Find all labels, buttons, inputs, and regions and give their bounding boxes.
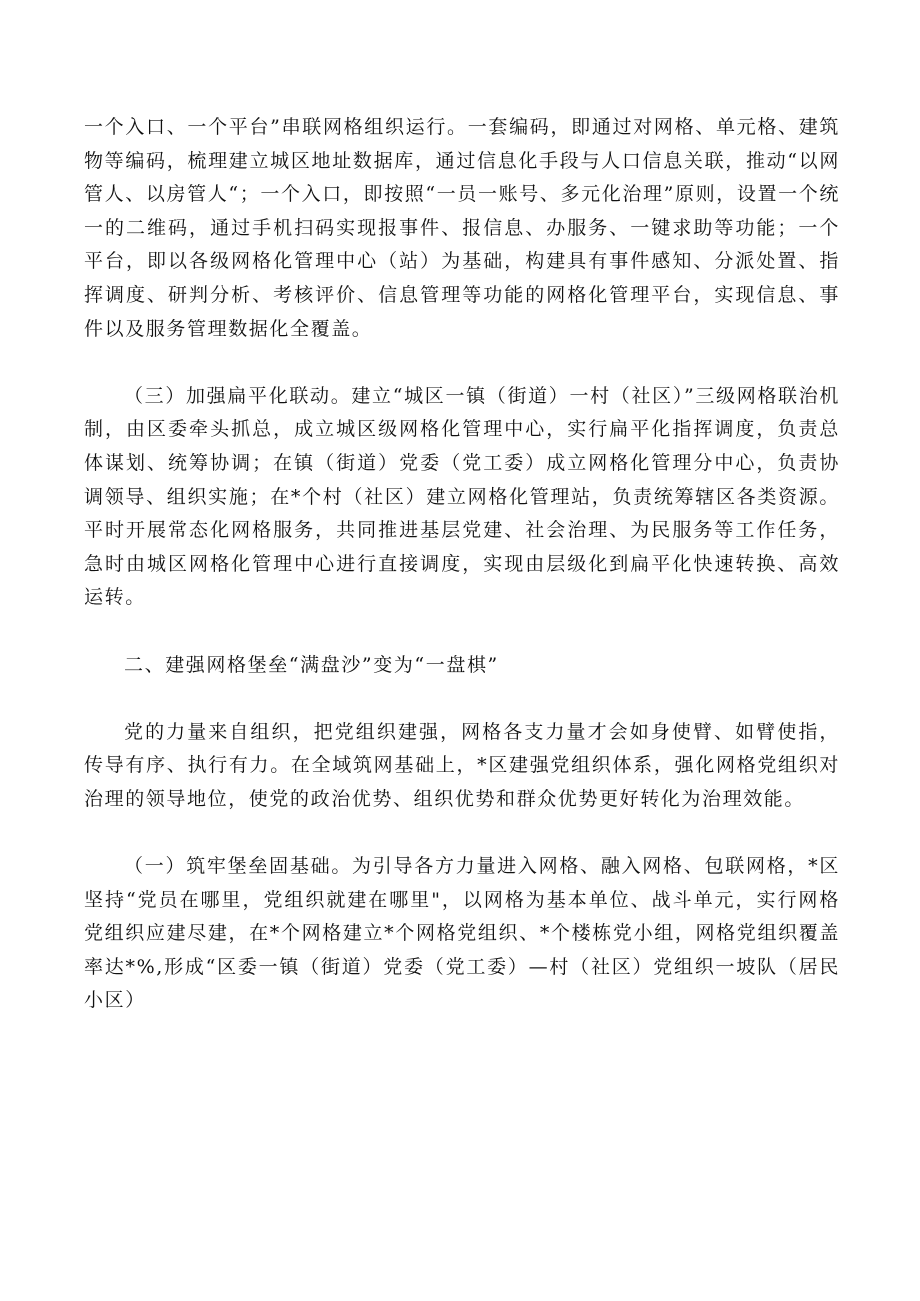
body-paragraph-4: （一）筑牢堡垒固基础。为引导各方力量进入网格、融入网格、包联网格，*区坚持“党员在哪里，党组织就建在哪里"，以网格为基本单位、战斗单元，实行网格党组织应建尽建，在*个网格建立*个网格党组织、*个楼栋党小组，网格党组织覆盖率达*%,形成“区委一镇（街道）党委（党工委）—村（社区）党组织一坡队（居民小区） [84, 855, 840, 1012]
section-heading: 二、建强网格堡垒“满盘沙”变为“一盘棋” [124, 653, 499, 676]
body-paragraph-1: 一个入口、一个平台”串联网格组织运行。一套编码，即通过对网格、单元格、建筑物等编码，梳理建立城区地址数据库，通过信息化手段与人口信息关联，推动“以网管人、以房管人“；一个入口，即按照“一员一账号、多元化治理”原则，设置一个统一的二维码，通过手机扫码实现报事件、报信息、办服务、一键求助等功能；一个平台，即以各级网格化管理中心（站）为基础，构建具有事件感知、分派处置、指挥调度、研判分析、考核评价、信息管理等功能的网格化管理平台，实现信息、事件以及服务管理数据化全覆盖。 [84, 116, 840, 340]
body-paragraph-2: （三）加强扁平化联动。建立“城区一镇（街道）一村（社区）”三级网格联治机制，由区委牵头抓总，成立城区级网格化管理中心，实行扁平化指挥调度，负责总体谋划、统筹协调；在镇（街道）党委（党工委）成立网格化管理分中心，负责协调领导、组织实施；在*个村（社区）建立网格化管理站，负责统筹辖区各类资源。平时开展常态化网格服务，共同推进基层党建、社会治理、为民服务等工作任务，急时由城区网格化管理中心进行直接调度，实现由层级化到扁平化快速转换、高效运转。 [84, 384, 840, 609]
body-paragraph-3: 党的力量来自组织，把党组织建强，网格各支力量才会如身使臂、如臂使指，传导有序、执行有力。在全域筑网基础上，*区建强党组织体系，强化网格党组织对治理的领导地位，使党的政治优势、组织优势和群众优势更好转化为治理效能。 [84, 720, 840, 810]
